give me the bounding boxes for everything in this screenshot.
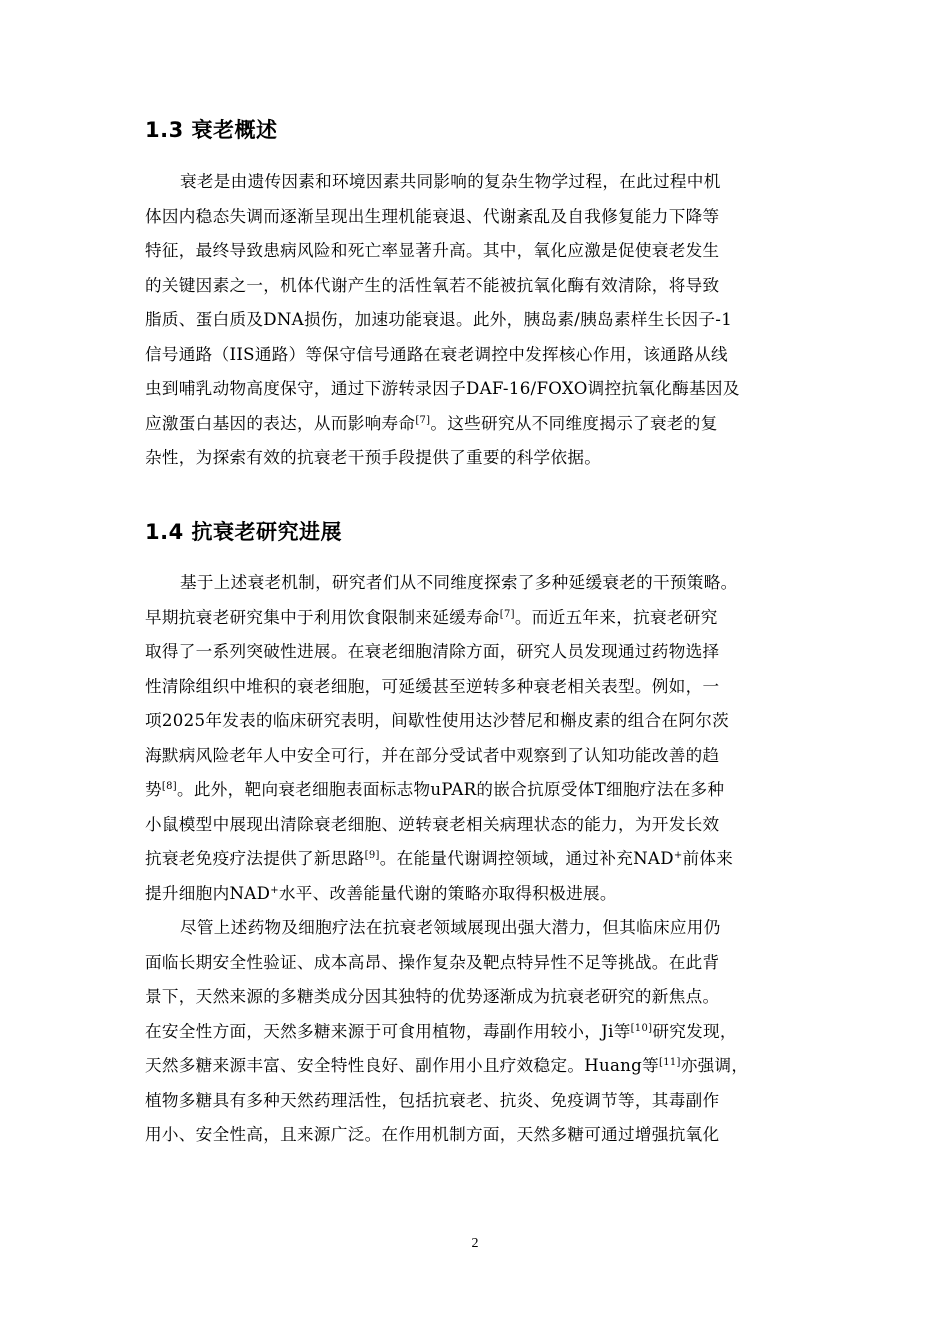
text-line: 在安全性方面，天然多糖来源于可食用植物，毒副作用较小，Ji等[10]研究发现， [145,1021,737,1041]
text-line: 天然多糖来源丰富、安全特性良好、副作用小且疗效稳定。Huang等[11]亦强调， [145,1056,749,1075]
text-line: 项2025年发表的临床研究表明，间歇性使用达沙替尼和槲皮素的组合在阿尔茨 [145,711,730,730]
text-line: 早期抗衰老研究集中于利用饮食限制来延缓寿命[7]。而近五年来，抗衰老研究 [145,607,718,627]
text-line: 应激蛋白基因的表达，从而影响寿命[7]。这些研究从不同维度揭示了衰老的复 [145,413,718,433]
text-line: 信号通路（IIS通路）等保守信号通路在衰老调控中发挥核心作用，该通路从线 [145,344,728,364]
text-line: 势[8]。此外，靶向衰老细胞表面标志物uPAR的嵌合抗原受体T细胞疗法在多种 [145,780,725,799]
text-line: 小鼠模型中展现出清除衰老细胞、逆转衰老相关病理状态的能力，为开发长效 [145,814,720,834]
superscript-plus: + [270,884,279,896]
citation-8: [8] [161,781,177,792]
paragraph-natural-polysaccharides [145,911,809,1153]
citation-11: [11] [659,1057,681,1068]
text-line: 面临长期安全性验证、成本高昂、操作复杂及靶点特异性不足等挑战。在此背 [145,952,720,972]
citation-7: [7] [499,608,515,620]
text-line: 虫到哺乳动物高度保守，通过下游转录因子DAF-16/FOXO调控抗氧化酶基因及 [145,379,740,398]
text-line: 性清除组织中堆积的衰老细胞，可延缓甚至逆转多种衰老相关表型。例如，一 [145,676,720,696]
superscript-plus: + [673,850,683,861]
text-line: 提升细胞内NAD+水平、改善能量代谢的策略亦取得积极进展。 [145,883,617,903]
citation-10: [10] [630,1022,653,1034]
paragraph-anti-aging-progress [145,566,809,911]
paragraph-aging-overview [145,165,809,476]
text-line: 抗衰老免疫疗法提供了新思路[9]。在能量代谢调控领域，通过补充NAD+前体来 [145,849,734,868]
text-line: 的关键因素之一，机体代谢产生的活性氧若不能被抗氧化酶有效清除，将导致 [145,275,720,295]
text-line: 景下，天然来源的多糖类成分因其独特的优势逐渐成为抗衰老研究的新焦点。 [145,987,720,1006]
page-number: 2 [471,1236,479,1251]
text-line: 植物多糖具有多种天然药理活性，包括抗衰老、抗炎、免疫调节等，其毒副作 [145,1090,720,1110]
text-line: 特征，最终导致患病风险和死亡率显著升高。其中，氧化应激是促使衰老发生 [145,241,720,260]
text-line: 体因内稳态失调而逐渐呈现出生理机能衰退、代谢紊乱及自我修复能力下降等 [145,206,720,226]
text-line: 杂性，为探索有效的抗衰老干预手段提供了重要的科学依据。 [145,448,602,467]
text-line: 衰老是由遗传因素和环境因素共同影响的复杂生物学过程，在此过程中机 [180,172,721,191]
text-line: 用小、安全性高，且来源广泛。在作用机制方面，天然多糖可通过增强抗氧化 [145,1125,720,1144]
section-heading-1-3: 1.3 衰老概述 [145,118,278,142]
citation-9: [9] [364,850,380,861]
text-line: 脂质、蛋白质及DNA损伤，加速功能衰退。此外，胰岛素/胰岛素样生长因子-1 [145,310,733,329]
section-heading-1-4: 1.4 抗衰老研究进展 [145,520,343,544]
text-line: 海默病风险老年人中安全可行，并在部分受试者中观察到了认知功能改善的趋 [145,745,720,765]
text-line: 取得了一系列突破性进展。在衰老细胞清除方面，研究人员发现通过药物选择 [145,642,720,661]
text-line: 尽管上述药物及细胞疗法在抗衰老领域展现出强大潜力，但其临床应用仍 [180,918,721,937]
citation-7: [7] [415,414,431,426]
text-line: 基于上述衰老机制，研究者们从不同维度探索了多种延缓衰老的干预策略。 [180,573,738,592]
